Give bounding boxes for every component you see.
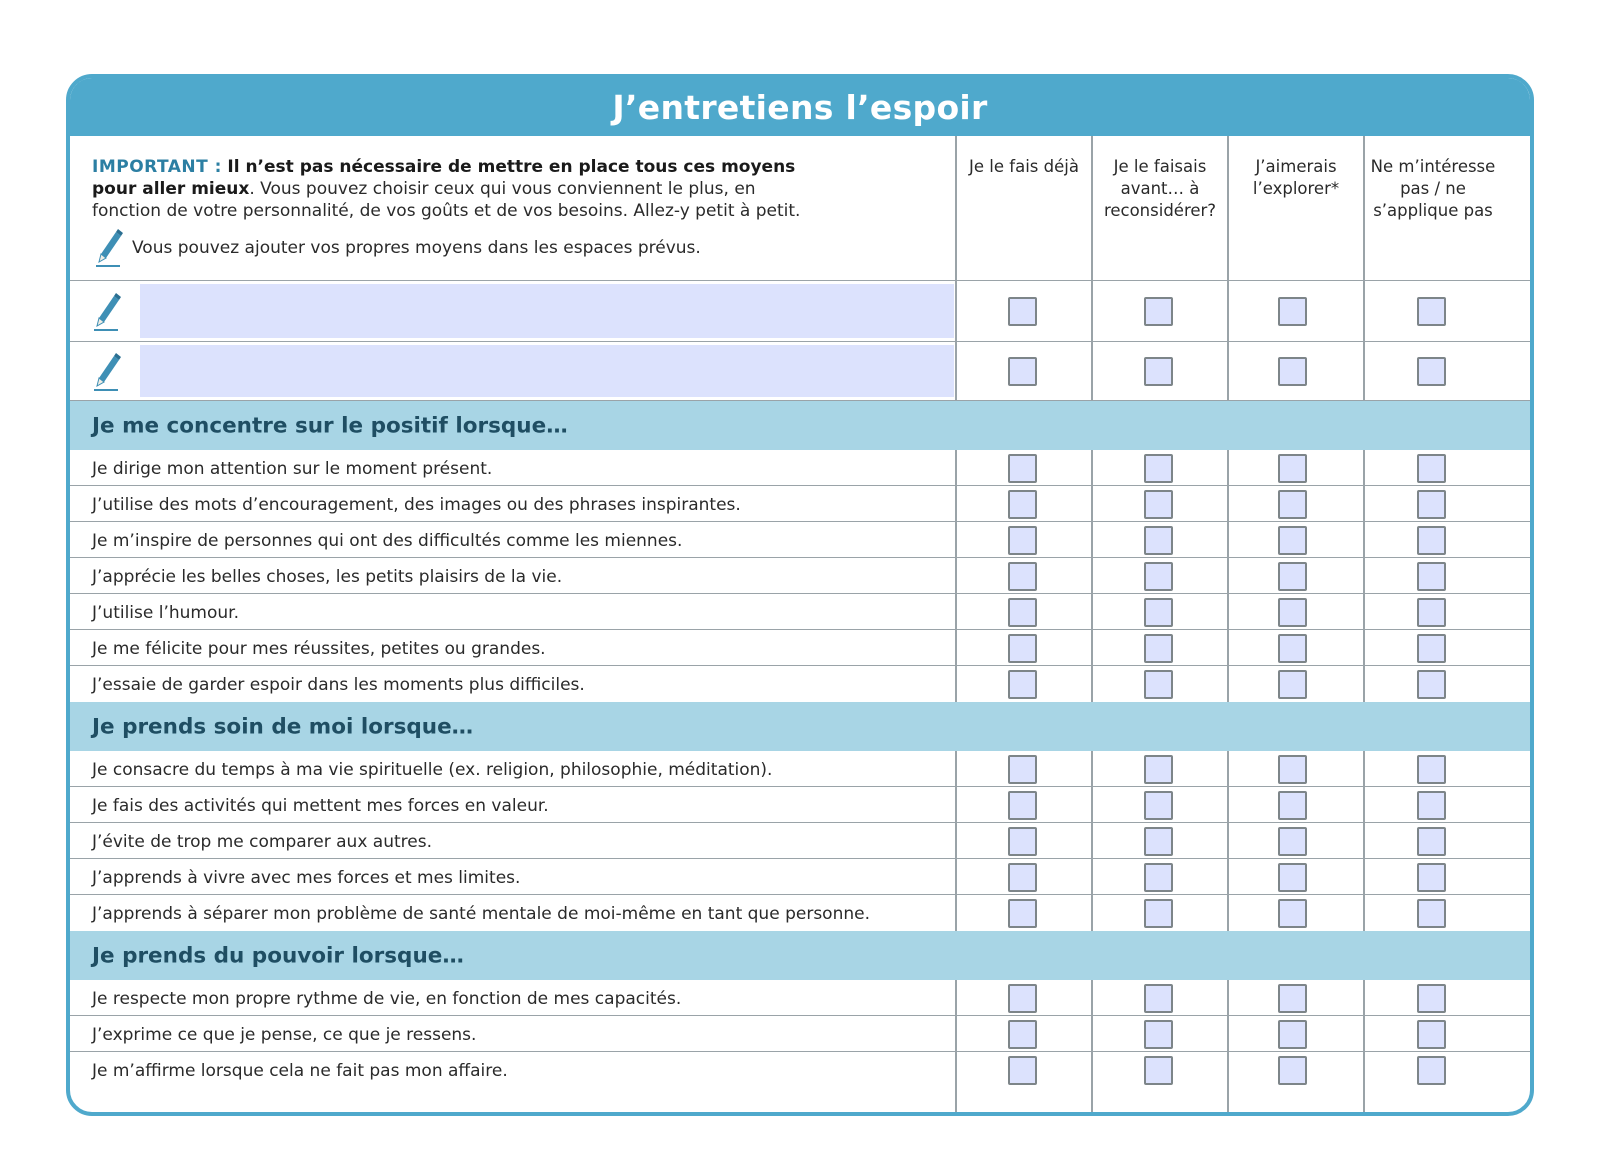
checkbox-not-applicable[interactable] <box>1417 827 1446 856</box>
pencil-icon <box>90 291 124 333</box>
hope-worksheet <box>66 74 1534 1116</box>
checkbox-explore[interactable] <box>1278 1020 1307 1049</box>
checkbox-not-applicable[interactable] <box>1417 1020 1446 1049</box>
item-text: Je me félicite pour mes réussites, petites ou grandes. <box>92 638 546 659</box>
checkbox-not-applicable[interactable] <box>1417 357 1446 386</box>
checkbox-explore[interactable] <box>1278 1056 1307 1085</box>
table-row <box>70 823 1530 859</box>
section-title: Je me concentre sur le positif lorsque… <box>92 413 568 438</box>
checkbox-reconsider[interactable] <box>1144 634 1173 663</box>
table-row <box>70 666 1530 702</box>
checkbox-already[interactable] <box>1008 562 1037 591</box>
checkbox-already[interactable] <box>1008 634 1037 663</box>
pencil-icon <box>92 228 126 268</box>
item-text: Je respecte mon propre rythme de vie, en fonction de mes capacités. <box>92 988 682 1009</box>
checkbox-not-applicable[interactable] <box>1417 899 1446 928</box>
checkbox-explore[interactable] <box>1278 598 1307 627</box>
item-text: J’apprends à vivre avec mes forces et mes limites. <box>92 867 521 888</box>
intro-row <box>70 136 1530 281</box>
checkbox-already[interactable] <box>1008 357 1037 386</box>
pencil-icon <box>90 351 124 393</box>
item-text: Je m’affirme lorsque cela ne fait pas mon affaire. <box>92 1061 508 1081</box>
checkbox-explore[interactable] <box>1278 670 1307 699</box>
table-row <box>70 1016 1530 1052</box>
title-bar <box>70 78 1530 136</box>
checkbox-explore[interactable] <box>1278 984 1307 1013</box>
checkbox-not-applicable[interactable] <box>1417 297 1446 326</box>
checkbox-already[interactable] <box>1008 297 1037 326</box>
item-text: J’essaie de garder espoir dans les moments plus difficiles. <box>92 675 585 695</box>
checkbox-already[interactable] <box>1008 899 1037 928</box>
item-text: Je fais des activités qui mettent mes forces en valeur. <box>92 795 549 816</box>
section-header <box>70 401 1530 450</box>
item-text: Je consacre du temps à ma vie spirituelle (ex. religion, philosophie, méditation). <box>92 759 773 780</box>
tip-text: Vous pouvez ajouter vos propres moyens dans les espaces prévus. <box>132 238 701 258</box>
item-text: J’exprime ce que je pense, ce que je ressens. <box>92 1024 477 1045</box>
checkbox-explore[interactable] <box>1278 755 1307 784</box>
checkbox-reconsider[interactable] <box>1144 490 1173 519</box>
checkbox-already[interactable] <box>1008 670 1037 699</box>
table-row <box>70 859 1530 895</box>
checkbox-reconsider[interactable] <box>1144 827 1173 856</box>
custom-entry-row <box>70 281 1530 342</box>
checkbox-reconsider[interactable] <box>1144 670 1173 699</box>
checkbox-reconsider[interactable] <box>1144 791 1173 820</box>
checkbox-reconsider[interactable] <box>1144 526 1173 555</box>
checkbox-reconsider[interactable] <box>1144 598 1173 627</box>
section-header <box>70 702 1530 751</box>
checkbox-reconsider[interactable] <box>1144 454 1173 483</box>
checkbox-explore[interactable] <box>1278 454 1307 483</box>
checkbox-not-applicable[interactable] <box>1417 791 1446 820</box>
table-row <box>70 486 1530 522</box>
checkbox-reconsider[interactable] <box>1144 297 1173 326</box>
custom-entry-field[interactable] <box>140 284 954 338</box>
table-row <box>70 787 1530 823</box>
item-text: Je m’inspire de personnes qui ont des difficultés comme les miennes. <box>92 530 683 551</box>
table-row <box>70 558 1530 594</box>
checkbox-explore[interactable] <box>1278 791 1307 820</box>
checkbox-explore[interactable] <box>1278 634 1307 663</box>
checkbox-not-applicable[interactable] <box>1417 863 1446 892</box>
table-row <box>70 522 1530 558</box>
checkbox-explore[interactable] <box>1278 297 1307 326</box>
checkbox-already[interactable] <box>1008 984 1037 1013</box>
section-title: Je prends du pouvoir lorsque… <box>92 943 464 968</box>
checkbox-reconsider[interactable] <box>1144 562 1173 591</box>
tip <box>92 228 701 268</box>
checkbox-not-applicable[interactable] <box>1417 634 1446 663</box>
table-row <box>70 895 1530 931</box>
checkbox-reconsider[interactable] <box>1144 984 1173 1013</box>
checkbox-already[interactable] <box>1008 827 1037 856</box>
item-text: J’utilise des mots d’encouragement, des images ou des phrases inspirantes. <box>92 494 741 515</box>
table-row <box>70 450 1530 486</box>
checkbox-reconsider[interactable] <box>1144 1056 1173 1085</box>
checkbox-explore[interactable] <box>1278 526 1307 555</box>
item-text: J’apprécie les belles choses, les petits plaisirs de la vie. <box>92 566 563 587</box>
section-title: Je prends soin de moi lorsque… <box>92 714 474 739</box>
checkbox-reconsider[interactable] <box>1144 357 1173 386</box>
checkbox-not-applicable[interactable] <box>1417 454 1446 483</box>
checkbox-explore[interactable] <box>1278 357 1307 386</box>
checkbox-already[interactable] <box>1008 791 1037 820</box>
intro-bold-text: Il n’est pas nécessaire de mettre en place tous ces moyens pour aller mieux <box>92 157 796 199</box>
checkbox-not-applicable[interactable] <box>1417 598 1446 627</box>
table-row <box>70 980 1530 1016</box>
checkbox-already[interactable] <box>1008 863 1037 892</box>
checkbox-explore[interactable] <box>1278 562 1307 591</box>
intro-text <box>92 156 822 222</box>
item-text: J’apprends à séparer mon problème de santé mentale de moi-même en tant que personne. <box>92 904 870 924</box>
checkbox-not-applicable[interactable] <box>1417 1056 1446 1085</box>
checkbox-already[interactable] <box>1008 1020 1037 1049</box>
custom-entry-row <box>70 342 1530 401</box>
checkbox-explore[interactable] <box>1278 827 1307 856</box>
table-row <box>70 751 1530 787</box>
checkbox-not-applicable[interactable] <box>1417 984 1446 1013</box>
page-title: J’entretiens l’espoir <box>612 87 988 127</box>
column-header-already: Je le fais déjà <box>969 157 1079 176</box>
checkbox-reconsider[interactable] <box>1144 755 1173 784</box>
checkbox-already[interactable] <box>1008 454 1037 483</box>
table-row <box>70 630 1530 666</box>
checkbox-already[interactable] <box>1008 755 1037 784</box>
checkbox-reconsider[interactable] <box>1144 899 1173 928</box>
checkbox-reconsider[interactable] <box>1144 1020 1173 1049</box>
checkbox-not-applicable[interactable] <box>1417 562 1446 591</box>
checkbox-explore[interactable] <box>1278 899 1307 928</box>
important-label: IMPORTANT : <box>92 157 222 177</box>
item-text: J’utilise l’humour. <box>92 602 239 623</box>
item-text: J’évite de trop me comparer aux autres. <box>92 831 432 852</box>
checkbox-already[interactable] <box>1008 526 1037 555</box>
table-row <box>70 1052 1530 1088</box>
checkbox-already[interactable] <box>1008 598 1037 627</box>
checkbox-explore[interactable] <box>1278 490 1307 519</box>
checkbox-already[interactable] <box>1008 490 1037 519</box>
checkbox-explore[interactable] <box>1278 863 1307 892</box>
checkbox-not-applicable[interactable] <box>1417 670 1446 699</box>
checkbox-not-applicable[interactable] <box>1417 526 1446 555</box>
column-header-not-applicable: Ne m’intéresse pas / ne s’applique pas <box>1370 157 1496 220</box>
table-row <box>70 594 1530 630</box>
custom-entry-field[interactable] <box>140 345 954 397</box>
section-header <box>70 931 1530 980</box>
item-text: Je dirige mon attention sur le moment présent. <box>92 458 493 479</box>
column-header-reconsider: Je le faisais avant… à reconsidérer? <box>1103 157 1217 220</box>
column-header-explore: J’aimerais l’explorer* <box>1252 157 1340 198</box>
checkbox-already[interactable] <box>1008 1056 1037 1085</box>
intro-rest-text: . Vous pouvez choisir ceux qui vous conviennent le plus, en fonction de votre personnalité, de vos goûts et de vos besoins. Allez-y petit à petit. <box>92 179 801 221</box>
checkbox-not-applicable[interactable] <box>1417 755 1446 784</box>
checkbox-not-applicable[interactable] <box>1417 490 1446 519</box>
checkbox-reconsider[interactable] <box>1144 863 1173 892</box>
